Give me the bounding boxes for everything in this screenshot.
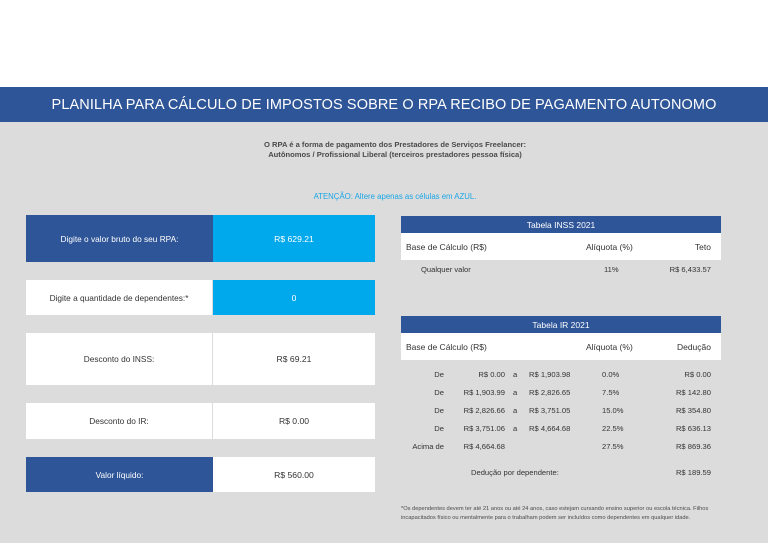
- dependent-deduction-value: R$ 189.59: [675, 468, 711, 477]
- ir-row-from: R$ 3,751.06: [463, 424, 505, 433]
- dependents-footnote: *Os dependentes devem ter até 21 anos ou até 24 anos, caso estejam cursando ensino superior ou escola técnica. Filhos incapacitados físico ou mentalmente para o trabalham podem ser incluídos como dependentes em qualquer idade.: [401, 506, 709, 521]
- ir-table-title: Tabela IR 2021: [401, 316, 721, 333]
- ir-row-rate: 15.0%: [602, 406, 624, 415]
- ir-row-prefix: De: [434, 424, 444, 433]
- intro-line-1: O RPA é a forma de pagamento dos Prestadores de Serviços Freelancer:: [263, 140, 527, 149]
- intro-line-2: Autônomos / Profissional Liberal (terceiros prestadores pessoa física): [268, 150, 522, 159]
- ir-discount-label: Desconto do IR:: [26, 403, 213, 439]
- ir-discount-row: [26, 403, 375, 439]
- dependents-input[interactable]: 0: [213, 280, 375, 315]
- ir-row-deduction: R$ 636.13: [675, 424, 711, 433]
- inss-table-body: [401, 260, 721, 280]
- gross-value-row: [26, 215, 375, 262]
- ir-header-base: Base de Cálculo (R$): [406, 342, 487, 352]
- net-value-label: Valor líquido:: [26, 457, 213, 492]
- ir-row-from: R$ 4,664.68: [463, 442, 505, 451]
- ir-row-to: R$ 4,664.68: [529, 424, 571, 433]
- ir-row-from: R$ 2,826.66: [463, 406, 505, 415]
- ir-discount-value: R$ 0.00: [213, 403, 375, 439]
- page-title: PLANILHA PARA CÁLCULO DE IMPOSTOS SOBRE O RPA RECIBO DE PAGAMENTO AUTONOMO: [0, 87, 768, 122]
- inss-discount-label: Desconto do INSS:: [26, 333, 213, 385]
- ir-row-sep: a: [513, 388, 518, 397]
- ir-row-prefix: De: [434, 370, 444, 379]
- ir-row-to: R$ 2,826.65: [529, 388, 571, 397]
- gross-value-label: Digite o valor bruto do seu RPA:: [26, 215, 213, 262]
- inss-row-ceiling: R$ 6,433.57: [669, 265, 711, 274]
- inss-discount-value: R$ 69.21: [213, 333, 375, 385]
- ir-row-deduction: R$ 0.00: [684, 370, 711, 379]
- dependents-row: [26, 280, 375, 315]
- ir-row-prefix: De: [434, 406, 444, 415]
- inss-table-title: Tabela INSS 2021: [401, 216, 721, 233]
- dependent-deduction-label: Dedução por dependente:: [471, 468, 559, 477]
- ir-row-to: R$ 3,751.05: [529, 406, 571, 415]
- intro-text: [0, 140, 768, 160]
- inss-table-header: [401, 233, 721, 260]
- inss-row-rate: 11%: [604, 265, 619, 274]
- ir-row-from: R$ 0.00: [478, 370, 505, 379]
- ir-row-from: R$ 1,903.99: [463, 388, 505, 397]
- ir-row-deduction: R$ 869.36: [675, 442, 711, 451]
- inss-header-base: Base de Cálculo (R$): [406, 242, 487, 252]
- net-value-row: [26, 457, 375, 492]
- ir-row-prefix: Acima de: [412, 442, 444, 451]
- ir-row-rate: 0.0%: [602, 370, 620, 379]
- net-value-value: R$ 560.00: [213, 457, 375, 492]
- attention-note: ATENÇÃO: Altere apenas as células em AZUL.: [313, 192, 477, 201]
- inss-discount-row: [26, 333, 375, 385]
- ir-row-prefix: De: [434, 388, 444, 397]
- dependents-label: Digite a quantidade de dependentes:*: [26, 280, 213, 315]
- ir-row-rate: 22.5%: [602, 424, 624, 433]
- ir-row-sep: a: [513, 406, 518, 415]
- inss-header-ceiling: Teto: [694, 242, 711, 252]
- ir-row-to: R$ 1,903.98: [529, 370, 571, 379]
- ir-row-rate: 7.5%: [602, 388, 620, 397]
- ir-table-body: [401, 360, 721, 495]
- ir-header-rate: Alíquota (%): [586, 342, 633, 352]
- ir-header-deduction: Dedução: [676, 342, 711, 352]
- top-blank-area: [0, 0, 768, 87]
- ir-row-deduction: R$ 354.80: [675, 406, 711, 415]
- ir-row-sep: a: [513, 370, 518, 379]
- gross-value-input[interactable]: R$ 629.21: [213, 215, 375, 262]
- ir-table-header: [401, 333, 721, 360]
- inss-header-rate: Alíquota (%): [586, 242, 633, 252]
- ir-row-sep: a: [513, 424, 518, 433]
- ir-row-rate: 27.5%: [602, 442, 624, 451]
- ir-row-deduction: R$ 142.80: [675, 388, 711, 397]
- inss-row-base: Qualquer valor: [421, 265, 471, 274]
